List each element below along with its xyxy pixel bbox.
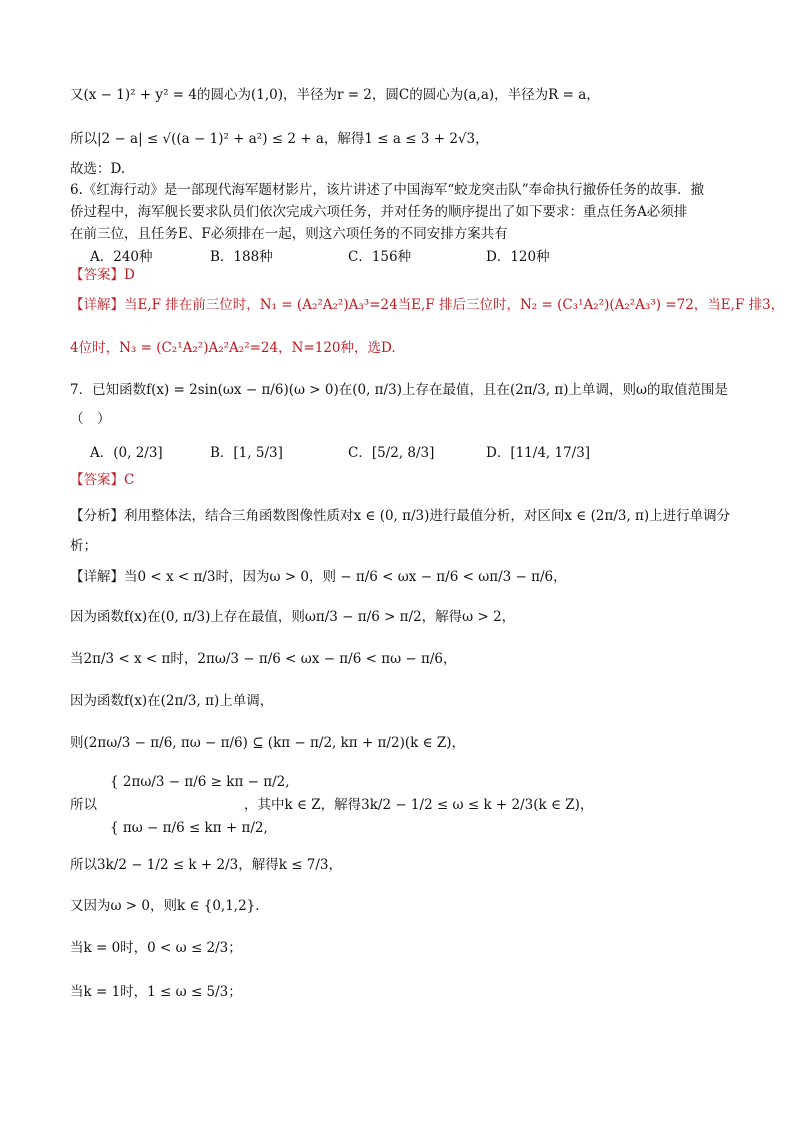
system-second: { πω − π/6 ≤ kπ + π/2,	[110, 820, 268, 836]
question-7-stem: 7．已知函数f(x) = 2sin(ωx − π/6)(ω > 0)在(0, π/3)上存在最值，且在(2π/3, π)上单调，则ω的取值范围是	[70, 382, 729, 398]
analysis-line: 【分析】利用整体法，结合三角函数图像性质对x ∈ (0, π/3)进行最值分析，对区间x ∈ (2π/3, π)上进行单调分	[70, 508, 731, 524]
analysis-line: 析；	[70, 538, 97, 554]
explanation-line: 所以3k/2 − 1/2 ≤ k + 2/3，解得k ≤ 7/3，	[70, 857, 343, 873]
explanation-line: 当k = 1时，1 ≤ ω ≤ 5/3；	[70, 984, 242, 1000]
text-line: 又(x − 1)² + y² = 4的圆心为(1,0)，半径为r = 2，圆C的圆心为(a,a)，半径为R = a，	[70, 87, 600, 103]
option-c: C．156种	[348, 249, 412, 265]
option-b: B．[1, 5/3]	[210, 445, 283, 461]
option-a: A．240种	[90, 249, 153, 265]
question-6-stem: 侨过程中，海军舰长要求队员们依次完成六项任务，并对任务的顺序提出了如下要求：重点任务A必须排	[70, 204, 688, 220]
explanation-line: 因为函数f(x)在(0, π/3)上存在最值，则ωπ/3 − π/6 > π/2，解得ω > 2，	[70, 609, 516, 625]
text-line: 所以|2 − a| ≤ √((a − 1)² + a²) ≤ 2 + a，解得1 ≤ a ≤ 3 + 2√3，	[70, 131, 489, 147]
option-b: B．188种	[210, 249, 273, 265]
explanation-line: 又因为ω > 0，则k ∈ {0,1,2}．	[70, 898, 269, 914]
explanation-line: 当k = 0时，0 < ω ≤ 2/3；	[70, 940, 242, 956]
question-6-stem: 6.《红海行动》是一部现代海军题材影片，该片讲述了中国海军“蛟龙突击队”奉命执行撤侨任务的故事．撤	[70, 182, 705, 198]
option-d: D．[11/4, 17/3]	[486, 445, 591, 461]
text-line: 故选：D.	[70, 161, 126, 177]
explanation-line: 所以	[70, 797, 97, 813]
answer-blank: （ ）	[70, 411, 111, 427]
explanation-line: 当2π/3 < x < π时，2πω/3 − π/6 < ωx − π/6 < πω − π/6，	[70, 651, 457, 667]
question-6-stem: 在前三位，且任务E、F必须排在一起，则这六项任务的不同安排方案共有	[70, 226, 508, 242]
answer-label: 【答案】C	[70, 472, 135, 488]
answer-label: 【答案】D	[70, 267, 135, 283]
explanation-line: ，其中k ∈ Z，解得3k/2 − 1/2 ≤ ω ≤ k + 2/3(k ∈ Z)，	[244, 797, 594, 813]
explanation-line: 【详解】当0 < x < π/3时，因为ω > 0，则 − π/6 < ωx − π/6 < ωπ/3 − π/6，	[70, 569, 567, 585]
option-c: C．[5/2, 8/3]	[348, 445, 435, 461]
option-a: A．(0, 2/3]	[90, 445, 163, 461]
option-d: D．120种	[486, 249, 550, 265]
explanation-line: 【详解】当E,F 排在前三位时，N₁ = (A₂²A₂²)A₃³=24当E,F 排后三位时，N₂ = (C₃¹A₂²)(A₂²A₃³) =72，当E,F 排3，	[70, 297, 785, 313]
explanation-line: 则(2πω/3 − π/6, πω − π/6) ⊆ (kπ − π/2, kπ + π/2)(k ∈ Z)，	[70, 735, 466, 751]
explanation-line: 4位时，N₃ = (C₂¹A₂²)A₂²A₂²=24，N=120种，选D.	[70, 340, 396, 356]
system-first: { 2πω/3 − π/6 ≥ kπ − π/2,	[110, 774, 290, 790]
explanation-line: 因为函数f(x)在(2π/3, π)上单调，	[70, 693, 274, 709]
